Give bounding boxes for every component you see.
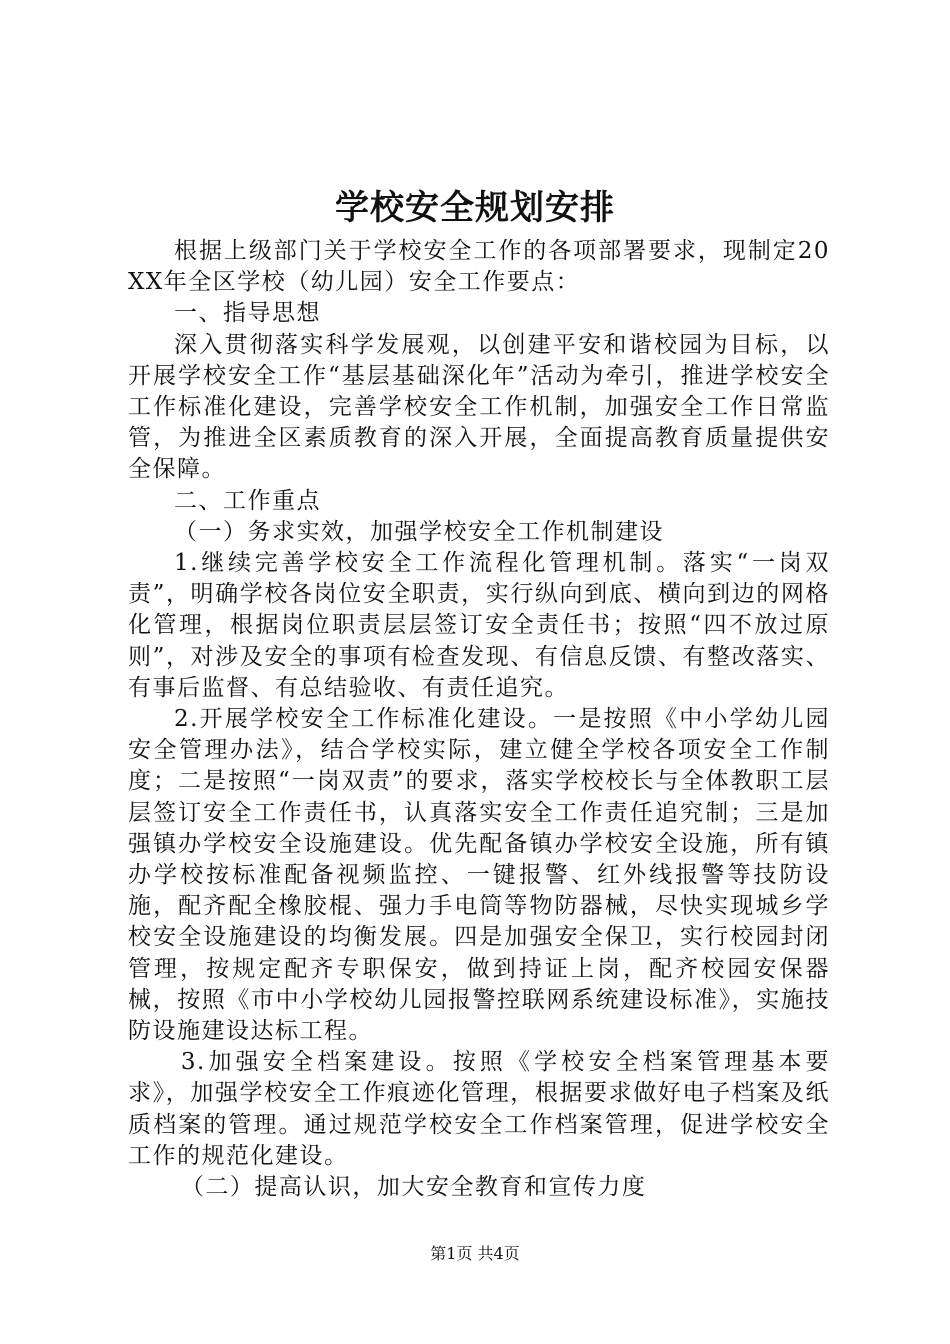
page-footer: 第1页 共4页 [430,1244,520,1263]
guiding-ideology-paragraph: 深入贯彻落实科学发展观，以创建平安和谐校园为目标，以开展学校安全工作“基层基础深化年”活动为牵引，推进学校安全工作标准化建设，完善学校安全工作机制，加强安全工作日常监管，为推进全区素质教育的深入开展，全面提高教育质量提供安全保障。 [128,331,830,483]
item-1-paragraph: 1.继续完善学校安全工作流程化管理机制。落实“一岗双责”，明确学校各岗位安全职责，实行纵向到底、横向到边的网格化管理，根据岗位职责层层签订安全责任书；按照“四不放过原则”，对涉及安全的事项有检查发现、有信息反馈、有整改落实、有事后监督、有总结验收、有责任追究。 [128,550,830,701]
section-heading-guiding-ideology: 一、指导思想 [174,300,321,327]
item-3-paragraph: 3.加强安全档案建设。按照《学校安全档案管理基本要求》，加强学校安全工作痕迹化管理，根据要求做好电子档案及纸质档案的管理。通过规范学校安全工作档案管理，促进学校安全工作的规范化建设。 [128,1049,830,1169]
intro-paragraph: 根据上级部门关于学校安全工作的各项部署要求，现制定20XX年全区学校（幼儿园）安全工作要点： [128,238,830,296]
subsection-heading-1: （一）务求实效，加强学校安全工作机制建设 [174,518,664,545]
document-body [128,236,830,1203]
document-title: 学校安全规划安排 [335,188,615,228]
subsection-heading-2: （二）提高认识，加大安全教育和宣传力度 [180,1174,647,1201]
item-2-paragraph: 2.开展学校安全工作标准化建设。一是按照《中小学幼儿园安全管理办法》，结合学校实际，建立健全学校各项安全工作制度；二是按照“一岗双责”的要求，落实学校校长与全体教职工层层签订安全工作责任书，认真落实安全工作责任追究制；三是加强镇办学校安全设施建设。优先配备镇办学校安全设施，所有镇办学校按标准配备视频监控、一键报警、红外线报警等技防设施，配齐配全橡胶棍、强力手电筒等物防器械，尽快实现城乡学校安全设施建设的均衡发展。四是加强安全保卫，实行校园封闭管理，按规定配齐专职保安，做到持证上岗，配齐校园安保器械，按照《市中小学校幼儿园报警控联网系统建设标准》，实施技防设施建设达标工程。 [128,706,830,1045]
section-heading-work-focus: 二、工作重点 [174,487,321,514]
